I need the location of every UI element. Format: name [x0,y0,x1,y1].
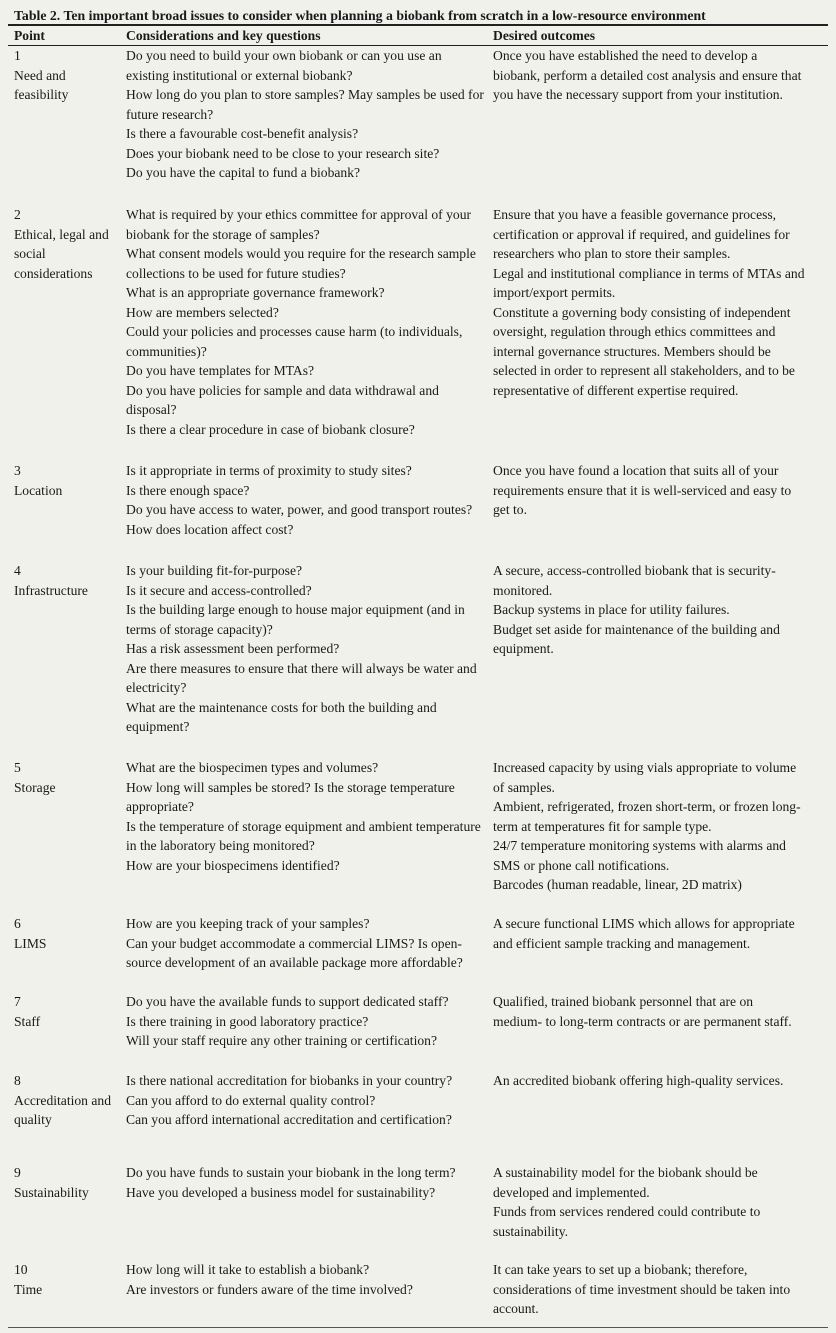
point-cell [14,992,119,1031]
point-cell [14,561,119,600]
point-name: Storage [14,779,56,795]
point-name: Accreditation and quality [14,1092,112,1127]
outcome: Qualified, trained biobank personnel that are on medium- to long-term contracts or are permanent staff. [493,994,792,1029]
point-name: Ethical, legal and social considerations [14,226,109,281]
outcomes-cell [493,46,805,105]
point-name: Time [14,1281,43,1297]
questions-cell [126,1163,486,1202]
header-considerations: Considerations and key questions [126,28,321,43]
outcome: A secure, access-controlled biobank that is security-monitored. [493,563,776,598]
question: Do you have templates for MTAs? [126,363,315,378]
question: Do you have funds to sustain your biobank in the long term? [126,1165,456,1180]
point-name: Staff [14,1013,41,1029]
question: Is your building fit-for-purpose? [126,563,303,578]
question: Do you have policies for sample and data withdrawal and disposal? [126,382,439,417]
point-number: 8 [14,1073,21,1088]
point-number: 3 [14,463,21,478]
outcomes-cell [493,205,805,400]
point-name: Sustainability [14,1184,89,1200]
point-number: 1 [14,48,21,63]
question: Can your budget accommodate a commercial LIMS? Is open-source development of an available package more affordable? [126,935,463,970]
outcome: Ensure that you have a feasible governance process, certification or approval if required, and guidelines for researchers who plan to store their samples. [493,207,790,261]
outcome: An accredited biobank offering high-quality services. [493,1073,784,1088]
questions-cell [126,914,486,973]
outcome: 24/7 temperature monitoring systems with alarms and SMS or phone call notifications. [493,838,786,873]
outcomes-cell [493,1260,805,1319]
bottom-rule [8,1327,828,1328]
point-number: 5 [14,760,21,775]
header-outcomes: Desired outcomes [493,28,596,43]
outcome: Budget set aside for maintenance of the building and equipment. [493,621,780,656]
outcome: Once you have found a location that suits all of your requirements ensure that it is well-serviced and easy to get to. [493,463,792,517]
question: Is it secure and access-controlled? [126,582,312,598]
point-cell [14,758,119,797]
questions-cell [126,46,486,183]
outcomes-cell [493,1071,805,1091]
outcome: Funds from services rendered could contribute to sustainability. [493,1204,761,1239]
point-cell [14,1260,119,1299]
question: Can you afford international accreditation and certification? [126,1112,452,1127]
table-header [0,26,836,45]
questions-cell [126,461,486,539]
question: What is an appropriate governance framework? [126,285,385,300]
question: Do you need to build your own biobank or can you use an existing institutional or external biobank? [126,48,442,83]
question: Have you developed a business model for sustainability? [126,1184,436,1200]
outcome: Barcodes (human readable, linear, 2D matrix) [493,877,742,892]
question: Is the building large enough to house major equipment (and in terms of storage capacity)? [126,602,465,637]
outcomes-cell [493,758,805,895]
question: What consent models would you require for the research sample collections to be used for future studies? [126,246,476,281]
questions-cell [126,205,486,439]
outcome: A sustainability model for the biobank should be developed and implemented. [493,1165,758,1200]
question: How long will samples be stored? Is the storage temperature appropriate? [126,779,455,814]
question: Will your staff require any other training or certification? [126,1033,437,1048]
question: Is there a favourable cost-benefit analysis? [126,126,359,141]
questions-cell [126,992,486,1051]
question: Is the temperature of storage equipment and ambient temperature in the laboratory being monitored? [126,818,481,853]
point-name: Location [14,482,63,498]
question: How long will it take to establish a biobank? [126,1262,370,1277]
question: Is there a clear procedure in case of biobank closure? [126,421,415,437]
point-name: Infrastructure [14,582,88,598]
point-number: 10 [14,1262,28,1277]
question: How are your biospecimens identified? [126,857,340,873]
question: Can you afford to do external quality control? [126,1092,376,1108]
question: What are the maintenance costs for both the building and equipment? [126,699,437,734]
point-cell [14,205,119,283]
question: How does location affect cost? [126,521,294,537]
outcomes-cell [493,914,805,953]
question: Are investors or funders aware of the time involved? [126,1281,413,1297]
question: Do you have the available funds to support dedicated staff? [126,994,449,1009]
question: How are you keeping track of your samples? [126,916,370,931]
question: Is there national accreditation for biobanks in your country? [126,1073,453,1088]
question: Are there measures to ensure that there will always be water and electricity? [126,660,477,695]
point-cell [14,1163,119,1202]
outcome: Backup systems in place for utility failures. [493,602,730,617]
point-cell [14,1071,119,1130]
point-name: LIMS [14,935,47,951]
table-title: Table 2. Ten important broad issues to consider when planning a biobank from scratch in a low-resource environment [14,8,706,23]
outcome: Constitute a governing body consisting of independent oversight, regulation through ethics committees and internal governance structures. Members should be selected in order to represent all stakeholders, and to be representative of different expertise required. [493,304,795,398]
question: How long do you plan to store samples? May samples be used for future research? [126,87,484,122]
header-point: Point [14,28,45,43]
question: Is it appropriate in terms of proximity to study sites? [126,463,412,478]
point-number: 4 [14,563,21,578]
outcome: It can take years to set up a biobank; therefore, considerations of time investment should be taken into account. [493,1262,791,1316]
outcome: Once you have established the need to develop a biobank, perform a detailed cost analysis and ensure that you have the necessary support from your institution. [493,48,802,102]
question: Do you have access to water, power, and good transport routes? [126,502,473,517]
question: Is there training in good laboratory practice? [126,1013,369,1029]
outcomes-cell [493,561,805,659]
question: What are the biospecimen types and volumes? [126,760,379,775]
point-number: 7 [14,994,21,1009]
point-cell [14,46,119,105]
point-cell [14,914,119,953]
question: What is required by your ethics committee for approval of your biobank for the storage of samples? [126,207,472,242]
question: Could your policies and processes cause harm (to individuals, communities)? [126,324,463,359]
question: Do you have the capital to fund a biobank? [126,165,361,180]
outcomes-cell [493,461,805,520]
question: How are members selected? [126,304,279,320]
outcomes-cell [493,1163,805,1241]
point-number: 2 [14,207,21,222]
outcome: Legal and institutional compliance in terms of MTAs and import/export permits. [493,265,805,300]
questions-cell [126,1071,486,1130]
outcome: Ambient, refrigerated, frozen short-term, or frozen long-term at temperatures fit for sample type. [493,799,801,834]
outcome: Increased capacity by using vials appropriate to volume of samples. [493,760,797,795]
questions-cell [126,561,486,737]
questions-cell [126,1260,486,1299]
point-number: 9 [14,1165,21,1180]
outcome: A secure functional LIMS which allows for appropriate and efficient sample tracking and management. [493,916,795,951]
point-name: Need and feasibility [14,67,69,102]
question: Does your biobank need to be close to your research site? [126,145,440,161]
outcomes-cell [493,992,805,1031]
point-number: 6 [14,916,21,931]
question: Is there enough space? [126,482,250,498]
question: Has a risk assessment been performed? [126,641,340,656]
point-cell [14,461,119,500]
questions-cell [126,758,486,875]
